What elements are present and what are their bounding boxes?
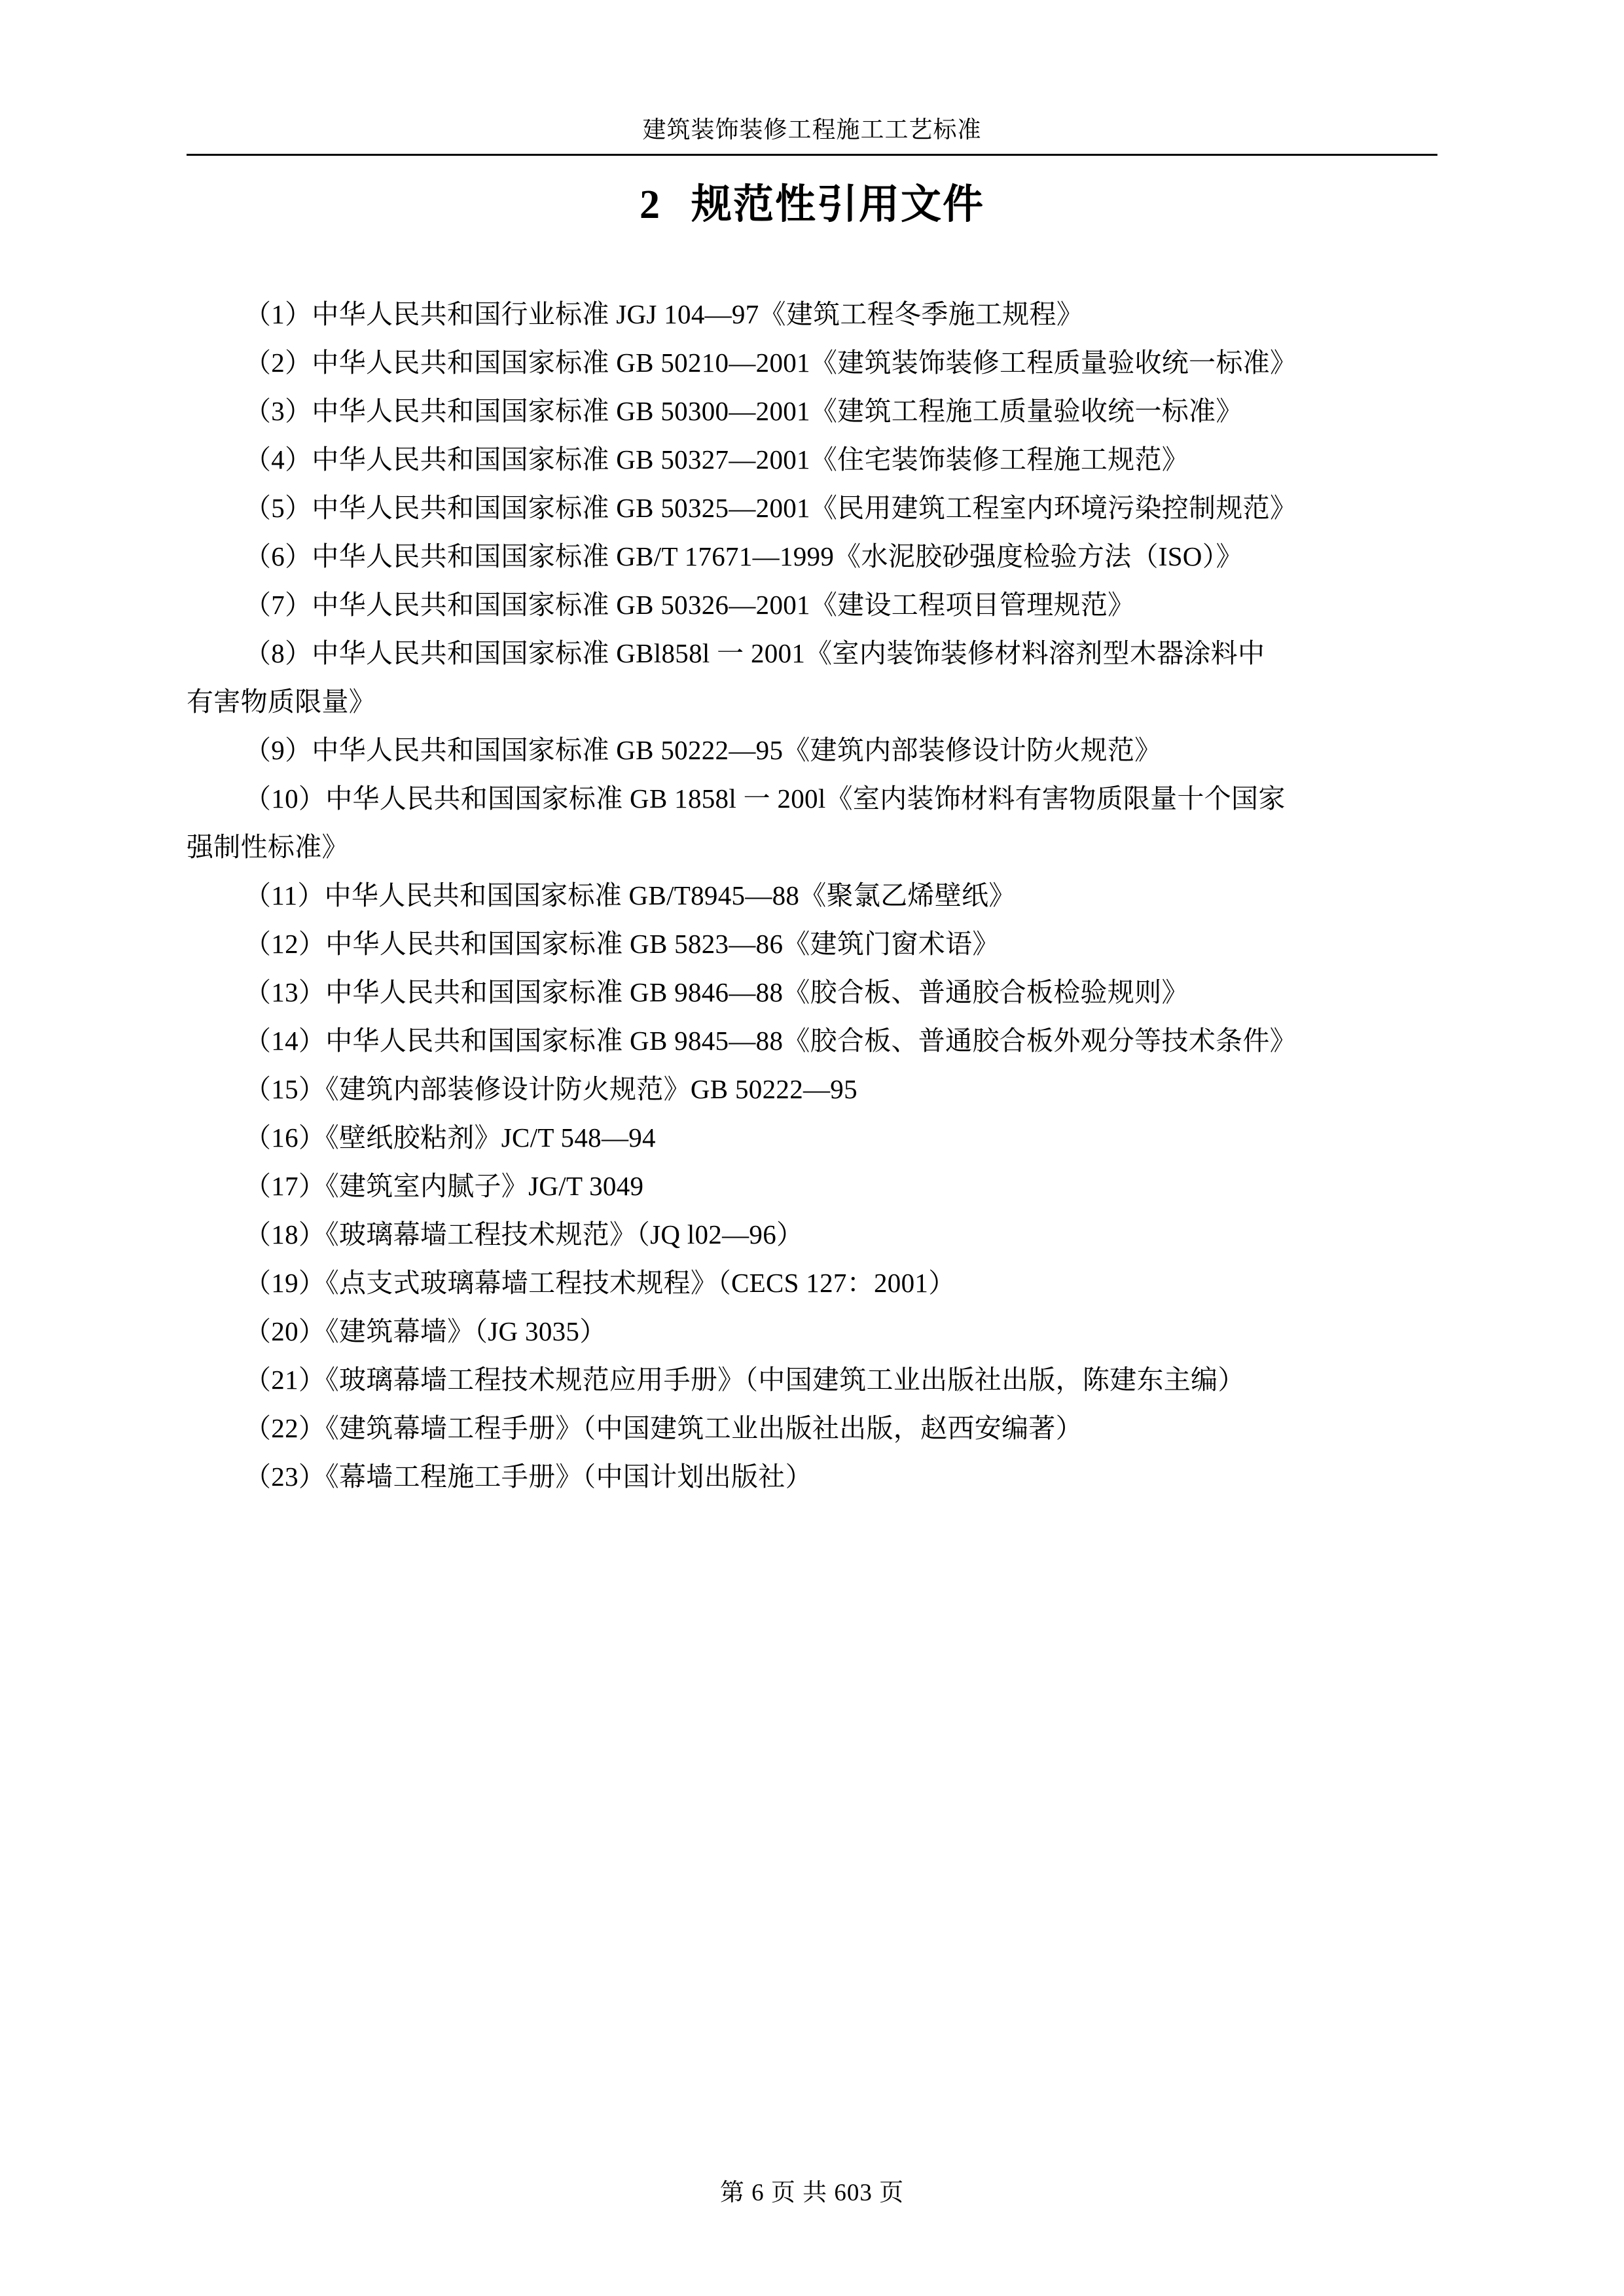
section-title-text: 规范性引用文件	[691, 183, 984, 227]
reference-item: （7）中华人民共和国国家标准 GB 50326—2001《建设工程项目管理规范》	[244, 590, 1135, 620]
reference-item-continuation: 强制性标准》	[187, 832, 349, 862]
reference-item: （23）《幕墙工程施工手册》（中国计划出版社）	[244, 1462, 812, 1492]
reference-item: （13）中华人民共和国国家标准 GB 9846—88《胶合板、普通胶合板检验规则》	[244, 977, 1189, 1007]
reference-item: （22）《建筑幕墙工程手册》（中国建筑工业出版社出版，赵西安编著）	[244, 1413, 1083, 1443]
document-body	[187, 301, 1437, 1512]
reference-item: （10）中华人民共和国国家标准 GB 1858l 一 200l《室内装饰材料有害物质限量十个国家	[244, 783, 1286, 814]
reference-item: （12）中华人民共和国国家标准 GB 5823—86《建筑门窗术语》	[244, 929, 1000, 959]
reference-item: （4）中华人民共和国国家标准 GB 50327—2001《住宅装饰装修工程施工规范》	[244, 444, 1189, 475]
reference-item: （1）中华人民共和国行业标准 JGJ 104—97《建筑工程冬季施工规程》	[244, 299, 1084, 329]
reference-item: （18）《玻璃幕墙工程技术规范》（JQ l02—96）	[244, 1219, 804, 1249]
reference-item: （2）中华人民共和国国家标准 GB 50210—2001《建筑装饰装修工程质量验收统一标准》	[244, 348, 1297, 378]
reference-item: （20）《建筑幕墙》（JG 3035）	[244, 1316, 607, 1346]
page-header	[187, 111, 1437, 156]
reference-item: （8）中华人民共和国国家标准 GBl858l 一 2001《室内装饰装修材料溶剂型木器涂料中	[244, 638, 1265, 668]
reference-item: （9）中华人民共和国国家标准 GB 50222—95《建筑内部装修设计防火规范》	[244, 735, 1162, 765]
reference-item-continuation: 有害物质限量》	[187, 687, 376, 717]
reference-item: （14）中华人民共和国国家标准 GB 9845—88《胶合板、普通胶合板外观分等技术条件》	[244, 1026, 1297, 1056]
section-number: 2	[639, 183, 661, 227]
page-title	[0, 171, 1624, 230]
header-divider	[187, 154, 1437, 156]
reference-item: （6）中华人民共和国国家标准 GB/T 17671—1999《水泥胶砂强度检验方法（ISO）》	[244, 541, 1243, 571]
reference-item: （21）《玻璃幕墙工程技术规范应用手册》（中国建筑工业出版社出版，陈建东主编）	[244, 1365, 1245, 1395]
reference-item: （17）《建筑室内腻子》JG/T 3049	[244, 1171, 644, 1201]
reference-item: （19）《点支式玻璃幕墙工程技术规程》（CECS 127：2001）	[244, 1268, 956, 1298]
reference-item: （15）《建筑内部装修设计防火规范》GB 50222—95	[244, 1074, 857, 1104]
page-footer: 第 6 页 共 603 页	[719, 2179, 905, 2206]
running-title: 建筑装饰装修工程施工工艺标准	[642, 117, 982, 143]
reference-item: （16）《壁纸胶粘剂》JC/T 548—94	[244, 1122, 656, 1153]
reference-item: （5）中华人民共和国国家标准 GB 50325—2001《民用建筑工程室内环境污染控制规范》	[244, 493, 1297, 523]
reference-item: （3）中华人民共和国国家标准 GB 50300—2001《建筑工程施工质量验收统一标准》	[244, 396, 1243, 426]
reference-item: （11）中华人民共和国国家标准 GB/T8945—88《聚氯乙烯壁纸》	[244, 880, 1016, 910]
